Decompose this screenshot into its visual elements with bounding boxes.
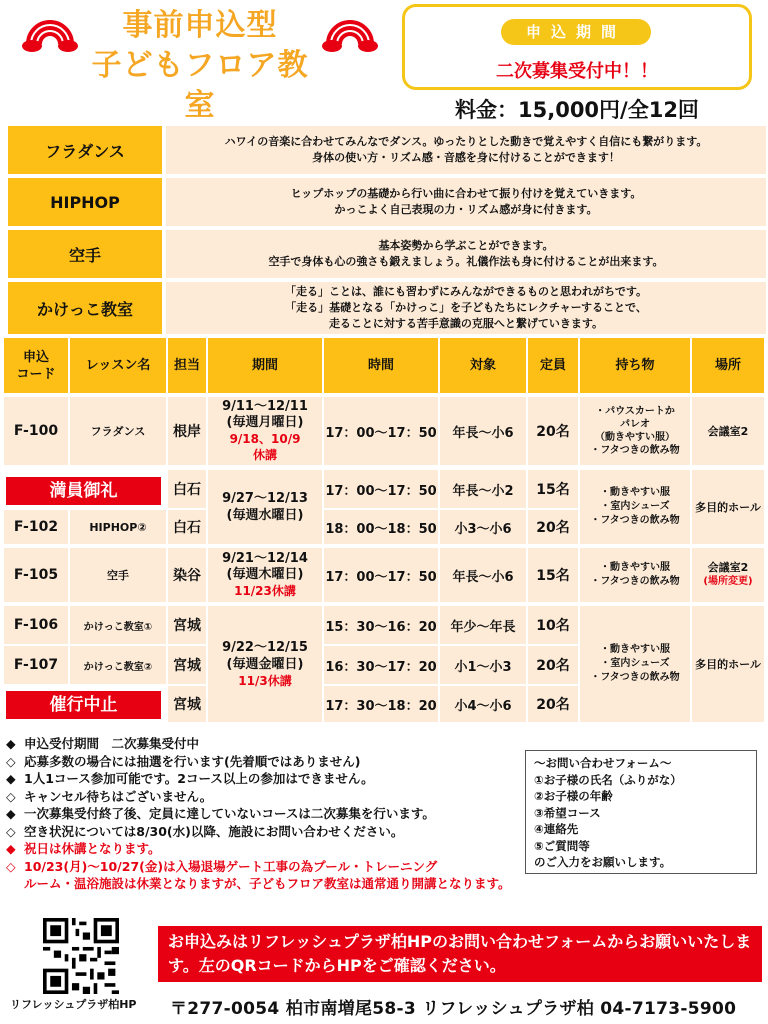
contact-item: ⑤ご質問等	[534, 838, 590, 853]
header-period	[208, 338, 322, 393]
r6-target: 小1～小3	[440, 646, 526, 684]
apply-banner: お申込みはリフレッシュプラザ柏HPのお問い合わせフォームからお願いいたします。左のQRコードからHPをご確認ください。	[158, 926, 762, 982]
r1-lesson: フラダンス	[70, 397, 166, 465]
desc-line: ハワイの音楽に合わせてみんなでダンス。ゆったりとした動きで覚えやすく自信にも繋がります。	[224, 135, 708, 148]
r5-capacity: 10名	[528, 606, 578, 644]
hiphop-place: 多目的ホール	[692, 470, 764, 544]
kake-period: 9/22～12/15 (毎週金曜日)	[222, 639, 308, 672]
fee: 料金：15,000円/全12回	[455, 98, 699, 122]
contact-item: ②お子様の年齢	[534, 789, 613, 803]
desc-line: 「走る」基礎となる「かけっこ」を子どもたちにレクチャーすることで、	[285, 301, 647, 314]
r7-target: 小4～小6	[440, 686, 526, 722]
note-text: 1人1コース参加可能です。2コース以上の参加はできません。	[24, 771, 374, 786]
r6-staff: 宮城	[168, 646, 206, 684]
category-desc-karate	[166, 230, 766, 278]
header-lesson	[70, 338, 166, 393]
qr-code-icon[interactable]	[40, 918, 122, 994]
header-label: 期間	[251, 358, 278, 373]
r7-staff: 宮城	[168, 686, 206, 722]
category-karate	[8, 230, 162, 278]
r1-place: 会議室2	[692, 397, 764, 465]
r4-place: 会議室2	[707, 561, 749, 574]
note-item	[6, 735, 511, 753]
note-item	[6, 805, 511, 823]
r7-time: 17：30～18：20	[324, 686, 438, 722]
recruit-status: 二次募集受付中！！	[496, 61, 658, 82]
cancel-banner: 催行中止	[6, 691, 161, 719]
page-title	[80, 6, 320, 126]
r1-capacity: 20名	[528, 397, 578, 465]
note-item	[6, 858, 511, 876]
r6-code: F-107	[4, 646, 68, 684]
header-label: 場所	[714, 358, 741, 373]
header-place	[692, 338, 764, 393]
note-mark: ◇	[6, 753, 16, 769]
category-hiphop	[8, 178, 162, 226]
r5-time: 15：30～16：20	[324, 606, 438, 644]
r4-target: 年長～小6	[440, 548, 526, 602]
category-running	[8, 282, 162, 334]
r4-place-cell	[692, 548, 764, 602]
header-capacity	[528, 338, 578, 393]
r2-capacity: 15名	[528, 470, 578, 508]
r3-target: 小3～小6	[440, 510, 526, 544]
kake-period-cell	[208, 606, 322, 722]
r4-staff: 染谷	[168, 548, 206, 602]
r1-target: 年長～小6	[440, 397, 526, 465]
category-name: かけっこ教室	[36, 299, 133, 319]
contact-item: ④連絡先	[534, 822, 579, 836]
header-items	[580, 338, 690, 393]
r4-code: F-105	[4, 548, 68, 602]
header-label: 時間	[367, 358, 394, 373]
note-mark: ◇	[6, 788, 16, 804]
r4-items: ・動きやすい服 ・フタつきの飲み物	[580, 548, 690, 602]
hiphop-items: ・動きやすい服 ・室内シューズ ・フタつきの飲み物	[580, 470, 690, 544]
title-line2: 子どもフロア教室	[91, 48, 309, 123]
qr-label: リフレッシュプラザ柏HP	[10, 998, 137, 1011]
r1-period: 9/11～12/11 (毎週月曜日)	[222, 399, 308, 430]
header-label: 対象	[469, 358, 496, 373]
category-desc-hula	[166, 126, 766, 174]
note-item	[6, 840, 511, 858]
note-item	[6, 753, 511, 771]
note-text: 申込受付期間 二次募集受付中	[24, 736, 200, 751]
r4-holiday: 11/23休講	[234, 584, 296, 598]
r7-capacity: 20名	[528, 686, 578, 722]
category-desc-running	[166, 282, 766, 334]
r1-code: F-100	[4, 397, 68, 465]
hiphop-period: 9/27～12/13 (毎週水曜日)	[208, 470, 322, 544]
r3-code: F-102	[4, 510, 68, 544]
category-name: HIPHOP	[50, 192, 120, 212]
desc-line: 空手で身体も心の強さも鍛えましょう。礼儀作法も身に付けることが出来ます。	[268, 255, 664, 268]
desc-line: かっこよく自己表現の力・リズム感が身に付きます。	[334, 203, 598, 216]
note-mark: ◇	[6, 823, 16, 839]
r5-code: F-106	[4, 606, 68, 644]
header-staff	[168, 338, 206, 393]
header-label: 申込 コード	[16, 349, 56, 382]
full-banner: 満員御礼	[6, 477, 161, 505]
category-desc-hiphop	[166, 178, 766, 226]
footer-address: 〒277-0054 柏市南増尾58-3 リフレッシュプラザ柏 04-7173-5900	[170, 999, 737, 1019]
note-text: 一次募集受付終了後、定員に達していないコースは二次募集を行います。	[24, 806, 435, 821]
kake-holiday: 11/3休講	[238, 673, 292, 688]
r4-time: 17：00～17：50	[324, 548, 438, 602]
note-item	[6, 788, 511, 806]
note-item	[6, 770, 511, 788]
r1-items: ・パウスカートか パレオ （動きやすい服） ・フタつきの飲み物	[580, 397, 690, 465]
note-mark: ◆	[6, 771, 16, 786]
period-label: 申込期間	[501, 19, 651, 45]
desc-line: 身体の使い方・リズム感・音感を身に付けることができます！	[312, 151, 620, 164]
contact-title: ～お問い合わせフォーム～	[534, 756, 672, 770]
header-label: 担当	[173, 358, 200, 373]
desc-line: 走ることに対する苦手意識の克服へと繋げていきます。	[328, 317, 604, 330]
note-text: 応募多数の場合には抽選を行います(先着順ではありません)	[24, 753, 361, 769]
r6-lesson: かけっこ教室②	[70, 646, 166, 684]
r1-period-cell	[208, 397, 322, 465]
notes-list	[6, 735, 511, 893]
application-period-box	[402, 4, 752, 90]
r4-lesson: 空手	[70, 548, 166, 602]
note-mark	[6, 875, 24, 893]
desc-line: ヒップホップの基礎から行い曲に合わせて振り付けを覚えていきます。	[290, 187, 642, 200]
r3-time: 18：00～18：50	[324, 510, 438, 544]
header-code	[4, 338, 68, 393]
note-mark: ◇	[6, 858, 16, 874]
header-target	[440, 338, 526, 393]
r4-period-cell	[208, 548, 322, 602]
r1-staff: 根岸	[168, 397, 206, 465]
r2-time: 17：00～17：50	[324, 470, 438, 508]
contact-form-box	[525, 750, 757, 874]
r6-time: 16：30～17：20	[324, 646, 438, 684]
r4-period: 9/21～12/14 (毎週木曜日)	[222, 551, 308, 582]
note-mark: ◆	[6, 841, 16, 856]
header-label: 定員	[539, 358, 566, 373]
r3-staff: 白石	[168, 510, 206, 544]
kake-items: ・動きやすい服 ・室内シューズ ・フタつきの飲み物	[580, 606, 690, 722]
desc-line: 「走る」ことは、誰にも習わずにみんなができるものと思われがちです。	[284, 285, 647, 298]
contact-item: ③希望コース	[534, 805, 601, 820]
note-item	[6, 823, 511, 841]
header-label: レッスン名	[85, 358, 151, 373]
r3-lesson: HIPHOP②	[70, 510, 166, 544]
title-line1: 事前申込型	[122, 8, 278, 43]
r5-lesson: かけっこ教室①	[70, 606, 166, 644]
r5-target: 年少～年長	[440, 606, 526, 644]
desc-line: 基本姿勢から学ぶことができます。	[378, 239, 554, 252]
note-mark: ◆	[6, 806, 16, 821]
header-label: 持ち物	[615, 358, 655, 373]
note-text: キャンセル待ちはございません。	[24, 788, 213, 804]
r2-staff: 白石	[168, 470, 206, 508]
category-name: フラダンス	[45, 141, 125, 161]
kake-place: 多目的ホール	[692, 606, 764, 722]
category-hula	[8, 126, 162, 174]
rainbow-right-icon	[322, 14, 378, 54]
note-text: 祝日は休講となります。	[24, 841, 161, 856]
contact-closing: のご入力をお願いします。	[534, 855, 672, 869]
r4-place-note: (場所変更)	[703, 576, 753, 587]
note-text: 空き状況については8/30(水)以降、施設にお問い合わせください。	[24, 823, 404, 839]
r5-staff: 宮城	[168, 606, 206, 644]
note-mark: ◆	[6, 736, 16, 751]
r6-capacity: 20名	[528, 646, 578, 684]
r1-time: 17：00～17：50	[324, 397, 438, 465]
note-item	[6, 875, 511, 893]
r3-capacity: 20名	[528, 510, 578, 544]
header-time	[324, 338, 438, 393]
contact-item: ①お子様の氏名（ふりがな）	[534, 772, 682, 787]
r4-capacity: 15名	[528, 548, 578, 602]
category-name: 空手	[68, 245, 101, 265]
r1-holiday: 9/18、10/9 休講	[229, 432, 301, 462]
note-text: ルーム・温浴施設は休業となりますが、子どもフロア教室は通常通り開講となります。	[24, 876, 511, 891]
rainbow-left-icon	[22, 14, 78, 54]
note-text: 10/23(月)～10/27(金)は入場退場ゲート工事の為プール・トレーニング	[24, 858, 438, 874]
r2-target: 年長～小2	[440, 470, 526, 508]
